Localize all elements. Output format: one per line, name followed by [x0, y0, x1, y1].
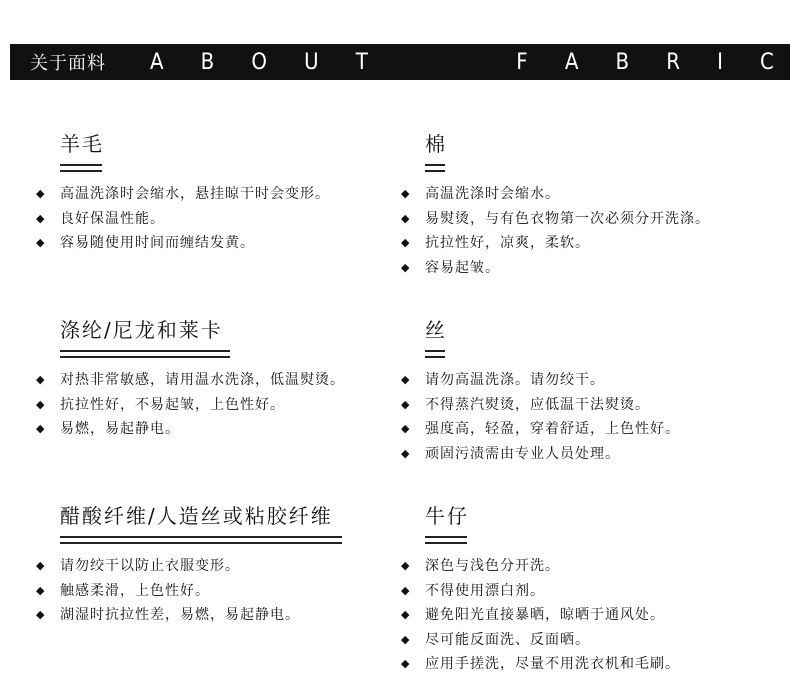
section-title: 涤纶/尼龙和莱卡	[60, 318, 223, 342]
care-list	[36, 368, 345, 442]
item-text: 高温洗涤时会缩水。	[425, 186, 560, 202]
item-text: 请勿高温洗涤。请勿绞干。	[425, 372, 605, 388]
item-text: 应用手搓洗，尽量不用洗衣机和毛刷。	[425, 656, 680, 672]
list-item	[36, 417, 345, 442]
section-acetate	[36, 504, 342, 628]
bullet-icon: ◆	[401, 559, 411, 572]
list-item	[36, 579, 342, 604]
item-text: 对热非常敏感，请用温水洗涤，低温熨烫。	[60, 372, 345, 388]
list-item	[36, 368, 345, 393]
care-list	[401, 368, 680, 466]
header-letter: R	[666, 49, 680, 75]
item-text: 强度高，轻盈，穿着舒适，上色性好。	[425, 421, 680, 437]
list-item	[401, 393, 680, 418]
section-title: 牛仔	[425, 504, 469, 528]
item-text: 触感柔滑，上色性好。	[60, 582, 210, 599]
bullet-icon: ◆	[36, 211, 46, 225]
header-letter: F	[516, 49, 528, 75]
section-title: 羊毛	[60, 132, 104, 156]
item-text: 易熨烫，与有色衣物第一次必须分开洗涤。	[425, 210, 710, 227]
title-underline	[425, 536, 467, 544]
list-item	[36, 231, 330, 256]
section-title: 醋酸纤维/人造丝或粘胶纤维	[60, 504, 333, 528]
bullet-icon: ◆	[401, 583, 411, 597]
list-item	[401, 182, 710, 207]
header-letter: B	[615, 49, 630, 75]
list-item	[401, 554, 680, 579]
list-item	[401, 652, 680, 677]
section-denim	[401, 504, 680, 677]
header-title-cn: 关于面料	[30, 53, 106, 74]
bullet-icon: ◆	[36, 608, 46, 621]
title-underline	[60, 164, 102, 172]
title-underline	[60, 536, 342, 544]
care-list	[401, 182, 710, 280]
header-letter: T	[355, 49, 368, 75]
bullet-icon: ◆	[401, 446, 411, 460]
title-underline	[425, 350, 445, 358]
list-item	[36, 554, 342, 579]
item-text: 抗拉性好，凉爽，柔软。	[425, 235, 590, 251]
item-text: 抗拉性好，不易起皱，上色性好。	[60, 396, 285, 413]
section-polyester	[36, 318, 345, 442]
list-item	[401, 207, 710, 232]
list-item	[401, 628, 680, 653]
item-text: 不得使用漂白剂。	[425, 582, 545, 599]
care-list	[36, 554, 342, 628]
bullet-icon: ◆	[401, 657, 411, 670]
bullet-icon: ◆	[36, 373, 46, 386]
header-letter: B	[200, 49, 215, 75]
item-text: 避免阳光直接暴晒，晾晒于通风处。	[425, 607, 665, 623]
header-title-en	[150, 50, 774, 75]
bullet-icon: ◆	[36, 397, 46, 411]
bullet-icon: ◆	[401, 236, 411, 249]
bullet-icon: ◆	[36, 422, 46, 435]
header-letter: I	[717, 49, 723, 75]
header-letter: A	[564, 49, 579, 75]
list-item	[401, 417, 680, 442]
list-item	[401, 603, 680, 628]
item-text: 尽可能反面洗、反面晒。	[425, 631, 590, 648]
item-text: 不得蒸汽熨烫，应低温干法熨烫。	[425, 396, 650, 413]
title-underline	[425, 164, 445, 172]
section-silk	[401, 318, 680, 466]
bullet-icon: ◆	[36, 236, 46, 249]
header-banner	[10, 44, 790, 80]
care-list	[401, 554, 680, 677]
bullet-icon: ◆	[36, 187, 46, 200]
bullet-icon: ◆	[36, 583, 46, 597]
item-text: 容易起皱。	[425, 259, 500, 276]
bullet-icon: ◆	[401, 397, 411, 411]
section-wool	[36, 132, 330, 256]
section-title: 棉	[425, 132, 447, 156]
item-text: 请勿绞干以防止衣服变形。	[60, 558, 240, 574]
title-underline	[60, 350, 230, 358]
item-text: 易燃，易起静电。	[60, 421, 180, 437]
bullet-icon: ◆	[401, 373, 411, 386]
care-list	[36, 182, 330, 256]
section-cotton	[401, 132, 710, 280]
list-item	[401, 256, 710, 281]
header-letter: A	[150, 49, 164, 75]
bullet-icon: ◆	[401, 632, 411, 646]
bullet-icon: ◆	[401, 422, 411, 435]
bullet-icon: ◆	[401, 260, 411, 274]
bullet-icon: ◆	[36, 559, 46, 572]
item-text: 容易随使用时间而缠结发黄。	[60, 235, 255, 251]
list-item	[401, 231, 710, 256]
list-item	[36, 393, 345, 418]
list-item	[36, 207, 330, 232]
list-item	[36, 603, 342, 628]
bullet-icon: ◆	[401, 608, 411, 621]
bullet-icon: ◆	[401, 187, 411, 200]
section-title: 丝	[425, 318, 447, 342]
list-item	[401, 579, 680, 604]
item-text: 良好保温性能。	[60, 210, 165, 227]
item-text: 顽固污渍需由专业人员处理。	[425, 445, 620, 462]
item-text: 湖湿时抗拉性差，易燃，易起静电。	[60, 607, 300, 623]
item-text: 深色与浅色分开洗。	[425, 558, 560, 574]
list-item	[401, 442, 680, 467]
bullet-icon: ◆	[401, 211, 411, 225]
header-letter: C	[760, 49, 774, 75]
list-item	[401, 368, 680, 393]
list-item	[36, 182, 330, 207]
header-letter: U	[304, 49, 319, 75]
header-letter: O	[251, 49, 267, 75]
item-text: 高温洗涤时会缩水，悬挂晾干时会变形。	[60, 186, 330, 202]
